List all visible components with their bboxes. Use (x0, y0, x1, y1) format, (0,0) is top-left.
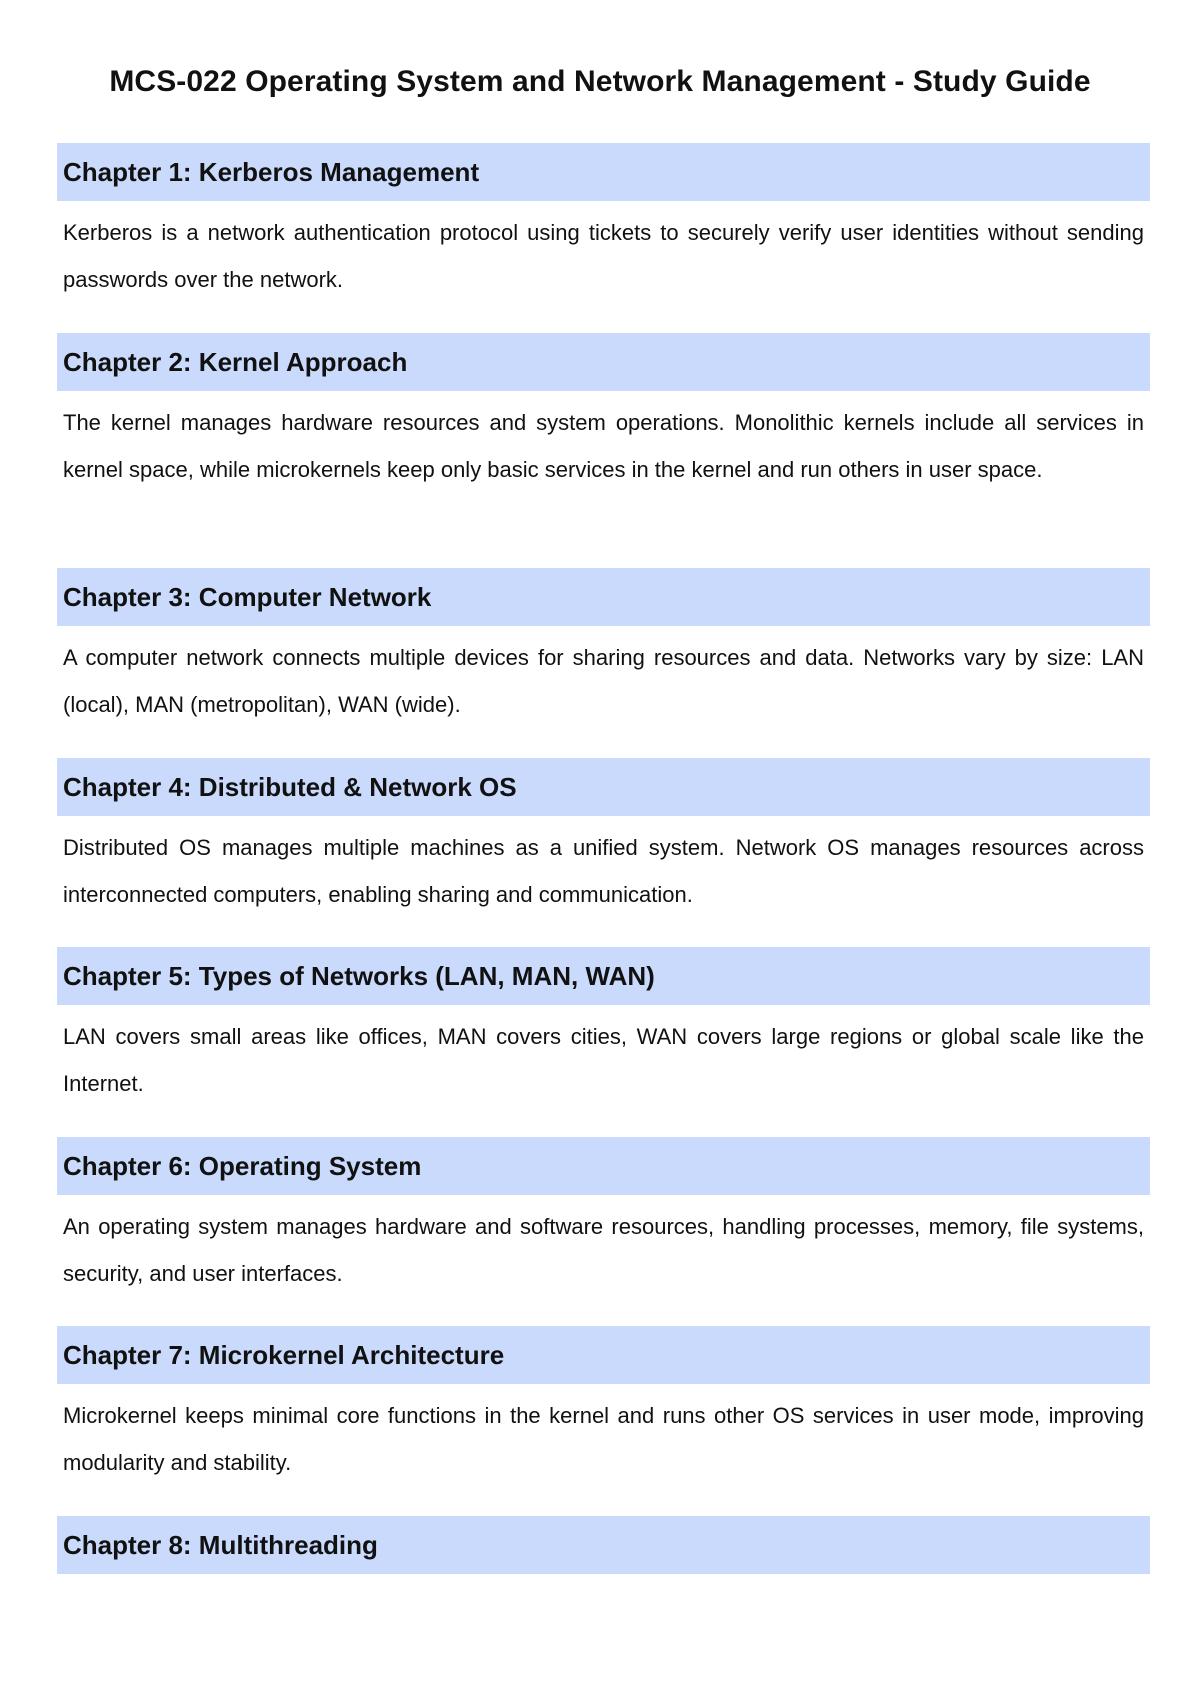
chapter-header (57, 1137, 1150, 1195)
chapter-heading: Chapter 5: Types of Networks (LAN, MAN, WAN) (63, 961, 655, 991)
chapter-header (57, 568, 1150, 626)
chapter-heading: Chapter 6: Operating System (63, 1151, 422, 1181)
chapter-body: Microkernel keeps minimal core functions in the kernel and runs other OS services in user mode, improving modularity and stability. (63, 1403, 1144, 1475)
chapter-heading: Chapter 3: Computer Network (63, 582, 432, 612)
chapter-header (57, 1516, 1150, 1574)
chapter-header (57, 333, 1150, 391)
chapter-header (57, 758, 1150, 816)
chapter-body: The kernel manages hardware resources and system operations. Monolithic kernels include all services in kernel space, while microkernels keep only basic services in the kernel and run others in user space. (63, 410, 1144, 482)
chapter-body: Distributed OS manages multiple machines as a unified system. Network OS manages resources across interconnected computers, enabling sharing and communication. (63, 835, 1144, 907)
chapter-header (57, 1326, 1150, 1384)
chapter-section (57, 1326, 1150, 1486)
chapter-heading: Chapter 7: Microkernel Architecture (63, 1340, 505, 1370)
chapter-section (57, 758, 1150, 918)
chapter-header (57, 947, 1150, 1005)
chapter-heading: Chapter 8: Multithreading (63, 1530, 378, 1560)
chapter-heading: Chapter 1: Kerberos Management (63, 157, 480, 187)
chapter-section (57, 333, 1150, 493)
chapter-section (57, 568, 1150, 728)
chapter-body: LAN covers small areas like offices, MAN covers cities, WAN covers large regions or global scale like the Internet. (63, 1024, 1144, 1096)
page-title: MCS-022 Operating System and Network Management - Study Guide (109, 65, 1091, 98)
chapter-body: A computer network connects multiple devices for sharing resources and data. Networks vary by size: LAN (local), MAN (metropolitan), WAN (wide). (63, 645, 1144, 717)
chapter-heading: Chapter 2: Kernel Approach (63, 347, 408, 377)
chapter-section (57, 1516, 1150, 1574)
chapter-header (57, 143, 1150, 201)
chapter-heading: Chapter 4: Distributed & Network OS (63, 772, 517, 802)
chapter-section (57, 947, 1150, 1107)
chapter-body: Kerberos is a network authentication protocol using tickets to securely verify user identities without sending passwords over the network. (63, 220, 1144, 292)
chapter-body: An operating system manages hardware and software resources, handling processes, memory, file systems, security, and user interfaces. (63, 1214, 1144, 1286)
chapter-section (57, 143, 1150, 303)
chapter-section (57, 1137, 1150, 1297)
